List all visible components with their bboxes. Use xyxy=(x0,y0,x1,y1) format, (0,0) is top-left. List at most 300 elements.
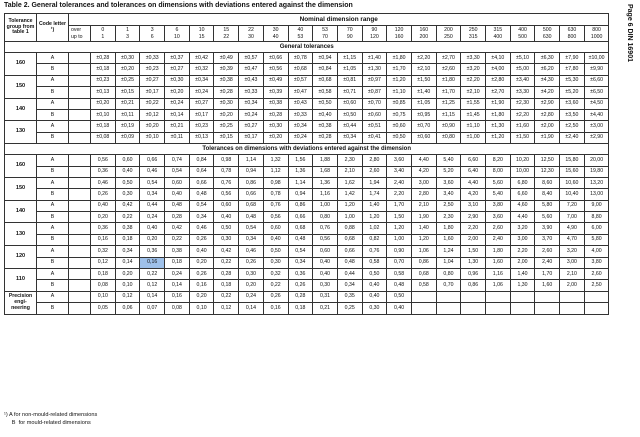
tolerance-group-cell: 130 xyxy=(5,223,37,246)
value-cell: 2,60 xyxy=(486,223,511,234)
value-cell: ±0,90 xyxy=(436,121,461,132)
value-cell: 1,42 xyxy=(337,189,362,200)
value-cell xyxy=(535,291,560,302)
range-from: 1 xyxy=(126,27,129,33)
value-cell: 1,62 xyxy=(337,177,362,188)
range-header xyxy=(510,26,535,42)
value-cell: 0,76 xyxy=(313,223,338,234)
value-cell: ±0,18 xyxy=(91,64,116,75)
table-row xyxy=(5,109,609,120)
range-to: 120 xyxy=(370,33,379,40)
table-title: Table 2. General tolerances and tolerances on dimensions with deviations entered against the dimension xyxy=(4,2,353,9)
value-cell: 8,40 xyxy=(535,189,560,200)
value-cell: 0,56 xyxy=(91,155,116,166)
value-cell: 0,42 xyxy=(214,246,239,257)
value-cell: ±0,24 xyxy=(165,98,190,109)
value-cell: ±2,40 xyxy=(560,132,585,143)
value-cell: 1,14 xyxy=(239,155,264,166)
value-cell: 0,40 xyxy=(313,257,338,268)
value-cell: ±0,30 xyxy=(263,121,288,132)
value-cell: 0,54 xyxy=(288,246,313,257)
value-cell: ±0,68 xyxy=(288,64,313,75)
value-cell: ±0,34 xyxy=(337,132,362,143)
value-cell: 0,48 xyxy=(165,200,190,211)
spacer-cell xyxy=(69,98,91,109)
range-to: 70 xyxy=(322,33,328,40)
value-cell: 1,36 xyxy=(288,166,313,177)
value-cell: ±0,27 xyxy=(239,121,264,132)
value-cell: 1,94 xyxy=(362,177,387,188)
value-cell: 5,60 xyxy=(535,212,560,223)
value-cell: 4,00 xyxy=(584,246,609,257)
value-cell: 9,00 xyxy=(584,200,609,211)
value-cell: 0,20 xyxy=(239,280,264,291)
value-cell: ±3,20 xyxy=(461,64,486,75)
code-letter-cell: B xyxy=(37,189,69,200)
value-cell: ±0,24 xyxy=(189,87,214,98)
value-cell: ±0,28 xyxy=(263,109,288,120)
value-cell xyxy=(510,303,535,314)
range-from: 800 xyxy=(592,27,601,33)
value-cell: ±0,11 xyxy=(165,132,190,143)
value-cell: 0,06 xyxy=(115,303,140,314)
value-cell: ±0,38 xyxy=(214,75,239,86)
value-cell: ±0,38 xyxy=(263,98,288,109)
value-cell: 0,94 xyxy=(288,189,313,200)
value-cell: 1,56 xyxy=(288,155,313,166)
value-cell: 0,60 xyxy=(115,155,140,166)
value-cell: 1,60 xyxy=(535,280,560,291)
spacer-cell xyxy=(69,75,91,86)
value-cell: 1,36 xyxy=(313,177,338,188)
value-cell: ±1,60 xyxy=(510,121,535,132)
spacer-cell xyxy=(69,132,91,143)
value-cell: 3,40 xyxy=(436,189,461,200)
value-cell: ±5,20 xyxy=(560,87,585,98)
code-letter-cell: A xyxy=(37,223,69,234)
value-cell: ±0,20 xyxy=(140,121,165,132)
value-cell: 10,40 xyxy=(560,189,585,200)
value-cell: ±1,30 xyxy=(362,64,387,75)
range-header xyxy=(560,26,585,42)
value-cell: 1,32 xyxy=(263,155,288,166)
value-cell: ±0,24 xyxy=(239,109,264,120)
value-cell: ±2,80 xyxy=(535,109,560,120)
code-letter-cell: A xyxy=(37,269,69,280)
value-cell: 0,30 xyxy=(239,269,264,280)
value-cell: 0,70 xyxy=(387,257,412,268)
value-cell: ±3,60 xyxy=(560,98,585,109)
value-cell: ±1,70 xyxy=(387,64,412,75)
range-header xyxy=(115,26,140,42)
value-cell: ±0,60 xyxy=(337,98,362,109)
value-cell: ±0,27 xyxy=(165,64,190,75)
value-cell: 0,56 xyxy=(313,234,338,245)
value-cell: ±2,10 xyxy=(411,64,436,75)
value-cell: ±0,50 xyxy=(387,132,412,143)
code-letter-cell: B xyxy=(37,280,69,291)
value-cell: 0,48 xyxy=(189,189,214,200)
range-to: 400 xyxy=(493,33,503,40)
value-cell: 0,35 xyxy=(337,291,362,302)
value-cell: 0,78 xyxy=(263,189,288,200)
value-cell: 0,44 xyxy=(140,200,165,211)
value-cell: 0,54 xyxy=(165,166,190,177)
value-cell: ±0,60 xyxy=(387,121,412,132)
value-cell: ±1,80 xyxy=(387,53,412,64)
spacer-cell xyxy=(69,53,91,64)
value-cell: 2,10 xyxy=(337,166,362,177)
value-cell: ±1,20 xyxy=(387,75,412,86)
tolerance-group-cell: 120 xyxy=(5,246,37,269)
value-cell: ±1,30 xyxy=(486,121,511,132)
range-header xyxy=(461,26,486,42)
value-cell: ±1,05 xyxy=(337,64,362,75)
range-to: 6 xyxy=(150,33,154,40)
value-cell: 0,18 xyxy=(115,234,140,245)
value-cell: 1,24 xyxy=(436,246,461,257)
value-cell: 0,42 xyxy=(165,223,190,234)
value-cell: ±0,44 xyxy=(337,121,362,132)
value-cell: 0,40 xyxy=(115,166,140,177)
value-cell: ±0,68 xyxy=(313,75,338,86)
spacer-cell xyxy=(69,109,91,120)
value-cell: ±0,25 xyxy=(115,75,140,86)
value-cell: 0,86 xyxy=(411,257,436,268)
table-row xyxy=(5,223,609,234)
tolerance-group-cell: 110 xyxy=(5,269,37,292)
value-cell: 0,94 xyxy=(239,166,264,177)
value-cell: 0,22 xyxy=(214,257,239,268)
value-cell: 0,26 xyxy=(288,280,313,291)
value-cell: 1,02 xyxy=(362,223,387,234)
value-cell: 7,00 xyxy=(560,212,585,223)
value-cell: ±0,23 xyxy=(140,64,165,75)
table-row xyxy=(5,234,609,245)
range-from: 70 xyxy=(346,27,353,33)
range-to: 200 xyxy=(419,33,429,40)
value-cell xyxy=(411,303,436,314)
value-cell: 0,40 xyxy=(313,269,338,280)
value-cell: 1,88 xyxy=(313,155,338,166)
range-from: 6 xyxy=(175,27,179,33)
value-cell: ±0,20 xyxy=(115,64,140,75)
value-cell: 1,20 xyxy=(411,234,436,245)
value-cell: ±1,80 xyxy=(486,109,511,120)
value-cell: ±7,80 xyxy=(560,64,585,75)
value-cell: 6,40 xyxy=(461,166,486,177)
value-cell: 10,00 xyxy=(510,166,535,177)
value-cell: 10,20 xyxy=(510,155,535,166)
value-cell: ±1,15 xyxy=(436,109,461,120)
value-cell: 3,60 xyxy=(436,177,461,188)
value-cell: 1,16 xyxy=(486,269,511,280)
value-cell: 0,28 xyxy=(214,269,239,280)
value-cell: ±2,10 xyxy=(461,87,486,98)
value-cell: 0,96 xyxy=(461,269,486,280)
value-cell: 1,74 xyxy=(362,189,387,200)
spacer-cell xyxy=(69,223,91,234)
footnotes xyxy=(4,412,97,427)
value-cell: ±0,75 xyxy=(387,109,412,120)
value-cell: 0,54 xyxy=(140,177,165,188)
value-cell: 1,50 xyxy=(387,212,412,223)
value-cell: ±0,34 xyxy=(239,98,264,109)
value-cell: 0,22 xyxy=(214,291,239,302)
value-cell xyxy=(411,291,436,302)
table-row xyxy=(5,189,609,200)
value-cell: 0,16 xyxy=(263,303,288,314)
spacer-cell xyxy=(69,269,91,280)
spacer-cell xyxy=(69,280,91,291)
value-cell: 0,50 xyxy=(387,291,412,302)
value-cell xyxy=(535,303,560,314)
value-cell: 12,30 xyxy=(535,166,560,177)
value-cell: 0,36 xyxy=(91,166,116,177)
value-cell: 0,60 xyxy=(313,246,338,257)
value-cell: ±4,10 xyxy=(486,53,511,64)
value-cell: 15,60 xyxy=(560,166,585,177)
value-cell: 8,80 xyxy=(584,212,609,223)
value-cell: 1,80 xyxy=(486,246,511,257)
value-cell: 4,90 xyxy=(560,223,585,234)
value-cell: ±0,22 xyxy=(140,98,165,109)
range-header xyxy=(387,26,412,42)
value-cell: 0,26 xyxy=(263,291,288,302)
value-cell: 0,76 xyxy=(362,246,387,257)
value-cell: ±2,90 xyxy=(535,98,560,109)
value-cell: 0,21 xyxy=(313,303,338,314)
value-cell: 1,06 xyxy=(486,280,511,291)
value-cell: 1,20 xyxy=(387,223,412,234)
value-cell: ±0,08 xyxy=(91,132,116,143)
value-cell: 1,00 xyxy=(337,212,362,223)
value-cell: 0,26 xyxy=(91,189,116,200)
value-cell: 2,20 xyxy=(510,246,535,257)
value-cell: 2,60 xyxy=(362,166,387,177)
table-row xyxy=(5,177,609,188)
value-cell: 0,58 xyxy=(411,280,436,291)
value-cell: ±0,30 xyxy=(165,75,190,86)
value-cell: 0,38 xyxy=(115,223,140,234)
table-row xyxy=(5,121,609,132)
value-cell: 0,86 xyxy=(288,200,313,211)
range-header xyxy=(436,26,461,42)
value-cell: 1,06 xyxy=(411,246,436,257)
value-cell: ±1,40 xyxy=(362,53,387,64)
value-cell: 2,40 xyxy=(486,234,511,245)
spacer-cell xyxy=(69,303,91,314)
value-cell: 8,00 xyxy=(486,166,511,177)
value-cell: 1,40 xyxy=(362,200,387,211)
value-cell: 1,60 xyxy=(486,257,511,268)
spacer-cell xyxy=(69,291,91,302)
value-cell: ±0,30 xyxy=(214,98,239,109)
value-cell xyxy=(560,303,585,314)
code-letter-cell: B xyxy=(37,109,69,120)
range-header xyxy=(140,26,165,42)
value-cell: ±6,30 xyxy=(535,53,560,64)
value-cell: ±0,33 xyxy=(288,109,313,120)
value-cell: 15,80 xyxy=(560,155,585,166)
value-cell: 13,00 xyxy=(584,189,609,200)
value-cell: ±0,10 xyxy=(91,109,116,120)
value-cell: ±0,78 xyxy=(288,53,313,64)
range-to: 30 xyxy=(248,33,254,40)
value-cell: 0,25 xyxy=(337,303,362,314)
value-cell: 3,20 xyxy=(560,246,585,257)
value-cell: ±0,49 xyxy=(263,75,288,86)
value-cell: 1,40 xyxy=(411,223,436,234)
value-cell: 0,30 xyxy=(214,234,239,245)
value-cell xyxy=(461,303,486,314)
code-letter-cell: A xyxy=(37,75,69,86)
value-cell: 1,30 xyxy=(461,257,486,268)
value-cell: ±0,51 xyxy=(362,121,387,132)
range-header xyxy=(411,26,436,42)
value-cell: 1,14 xyxy=(288,177,313,188)
value-cell: 0,22 xyxy=(263,280,288,291)
value-cell: ±0,70 xyxy=(411,121,436,132)
value-cell: 0,66 xyxy=(239,189,264,200)
value-cell: 2,90 xyxy=(461,212,486,223)
value-cell: 0,74 xyxy=(165,155,190,166)
value-cell: ±0,21 xyxy=(115,98,140,109)
value-cell: 0,40 xyxy=(362,291,387,302)
range-to: 22 xyxy=(223,33,230,40)
value-cell: 0,40 xyxy=(91,200,116,211)
value-cell: ±2,90 xyxy=(584,132,609,143)
range-header xyxy=(337,26,362,42)
value-cell xyxy=(486,291,511,302)
code-letter-cell: A xyxy=(37,121,69,132)
value-cell: 0,48 xyxy=(337,257,362,268)
header-over-upto xyxy=(69,26,91,42)
table-row xyxy=(5,75,609,86)
value-cell: ±4,00 xyxy=(486,64,511,75)
value-cell: ±0,20 xyxy=(91,98,116,109)
value-cell: 3,00 xyxy=(411,177,436,188)
value-cell: 0,31 xyxy=(313,291,338,302)
range-from: 0 xyxy=(101,27,105,33)
value-cell: 0,66 xyxy=(189,177,214,188)
value-cell: 6,60 xyxy=(510,189,535,200)
value-cell: 0,34 xyxy=(140,189,165,200)
value-cell: 1,80 xyxy=(436,223,461,234)
value-cell: ±7,90 xyxy=(560,53,585,64)
value-cell: 0,88 xyxy=(337,223,362,234)
value-cell: 1,20 xyxy=(362,212,387,223)
value-cell: 0,80 xyxy=(436,269,461,280)
value-cell: ±0,47 xyxy=(288,87,313,98)
value-cell: 0,28 xyxy=(165,212,190,223)
code-letter-cell: B xyxy=(37,212,69,223)
value-cell: 3,80 xyxy=(584,257,609,268)
value-cell: 0,26 xyxy=(189,269,214,280)
value-cell: 0,64 xyxy=(189,166,214,177)
value-cell xyxy=(584,303,609,314)
value-cell: 2,10 xyxy=(411,200,436,211)
value-cell: 0,30 xyxy=(362,303,387,314)
value-cell: 2,00 xyxy=(461,234,486,245)
value-cell xyxy=(436,291,461,302)
value-cell: 8,20 xyxy=(486,155,511,166)
value-cell: ±0,34 xyxy=(288,121,313,132)
spacer-cell xyxy=(69,212,91,223)
value-cell: 0,14 xyxy=(239,303,264,314)
value-cell: 2,80 xyxy=(411,189,436,200)
value-cell: 1,00 xyxy=(313,200,338,211)
value-cell: 1,20 xyxy=(337,200,362,211)
value-cell: 7,20 xyxy=(560,200,585,211)
range-header xyxy=(486,26,511,42)
value-cell: 0,38 xyxy=(165,246,190,257)
tolerance-group-cell: 160 xyxy=(5,53,37,76)
value-cell: ±2,20 xyxy=(510,109,535,120)
value-cell: 1,68 xyxy=(313,166,338,177)
value-cell: 3,70 xyxy=(535,234,560,245)
value-cell: 0,22 xyxy=(165,234,190,245)
range-header xyxy=(214,26,239,42)
table-row xyxy=(5,53,609,64)
range-from: 500 xyxy=(542,27,552,33)
value-cell: ±1,20 xyxy=(486,132,511,143)
value-cell: ±0,38 xyxy=(313,121,338,132)
value-cell: ±6,50 xyxy=(584,87,609,98)
value-cell: 1,16 xyxy=(313,189,338,200)
spacer-cell xyxy=(69,189,91,200)
value-cell: ±2,30 xyxy=(510,98,535,109)
value-cell: ±10,00 xyxy=(584,53,609,64)
value-cell: 0,66 xyxy=(288,212,313,223)
table-row xyxy=(5,257,609,268)
value-cell: ±2,20 xyxy=(461,75,486,86)
value-cell: 0,30 xyxy=(313,280,338,291)
value-cell: 0,18 xyxy=(165,257,190,268)
value-cell: ±0,37 xyxy=(165,53,190,64)
value-cell: 5,80 xyxy=(584,234,609,245)
value-cell: ±0,20 xyxy=(165,87,190,98)
value-cell: ±0,60 xyxy=(362,109,387,120)
value-cell: 0,26 xyxy=(239,257,264,268)
value-cell: ±2,50 xyxy=(560,121,585,132)
value-cell: 1,70 xyxy=(387,200,412,211)
code-letter-cell: A xyxy=(37,291,69,302)
value-cell: 1,90 xyxy=(411,212,436,223)
value-cell: 0,46 xyxy=(239,246,264,257)
value-cell: 0,28 xyxy=(288,291,313,302)
value-cell: ±0,32 xyxy=(189,64,214,75)
value-cell: 5,40 xyxy=(436,155,461,166)
code-letter-cell: A xyxy=(37,53,69,64)
value-cell: 12,50 xyxy=(535,155,560,166)
value-cell: 0,68 xyxy=(411,269,436,280)
value-cell: 0,34 xyxy=(115,246,140,257)
value-cell: 3,20 xyxy=(510,223,535,234)
table-row xyxy=(5,246,609,257)
value-cell: 0,34 xyxy=(288,257,313,268)
value-cell: ±3,40 xyxy=(510,75,535,86)
value-cell: 0,16 xyxy=(140,257,165,268)
value-cell: ±0,34 xyxy=(189,75,214,86)
value-cell: 0,50 xyxy=(362,269,387,280)
code-letter-cell: B xyxy=(37,87,69,98)
range-header xyxy=(584,26,609,42)
value-cell: 3,40 xyxy=(387,166,412,177)
value-cell: 1,70 xyxy=(535,269,560,280)
spacer-cell xyxy=(69,166,91,177)
value-cell: ±4,20 xyxy=(535,87,560,98)
